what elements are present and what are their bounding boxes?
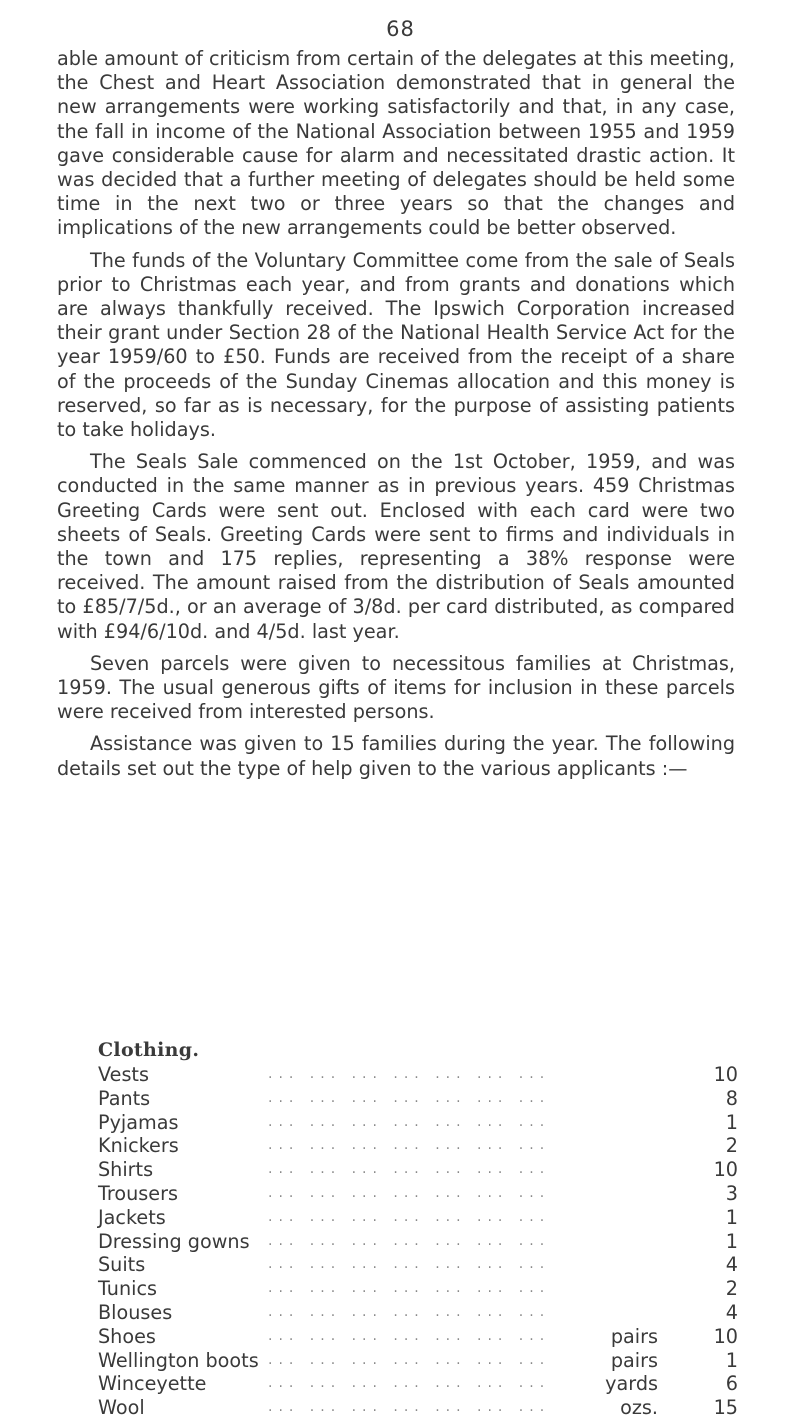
item-quantity: 1 [725, 1205, 738, 1229]
item-quantity: 2 [725, 1134, 738, 1158]
list-item [98, 1372, 738, 1396]
leader-dots: ... ... ... ... ... ... ... [268, 1280, 551, 1297]
item-name: Knickers [98, 1134, 185, 1158]
item-quantity: 1 [725, 1229, 738, 1253]
item-unit: pairs [607, 1349, 658, 1373]
list-item [98, 1253, 738, 1277]
item-quantity: 4 [725, 1300, 738, 1324]
item-name: Pyjamas [98, 1111, 184, 1135]
item-name: Jackets [98, 1206, 172, 1230]
list-item [98, 1230, 738, 1254]
list-item [98, 1301, 738, 1325]
item-quantity: 4 [725, 1253, 738, 1277]
item-quantity: 6 [725, 1372, 738, 1396]
list-item [98, 1134, 738, 1158]
item-name: Wool [98, 1396, 151, 1420]
leader-dots: ... ... ... ... ... ... ... [268, 1137, 551, 1154]
item-name: Winceyette [98, 1372, 212, 1396]
paragraph: The Seals Sale commenced on the 1st October, 1959, and was conducted in the same manner as in previous years. 459 Christmas Greeting Cards were sent out. Enclosed with each card were two sheets of Seals. Greeting Cards were sent to firms and individuals in the town and 175 replies, representing a 38% response were received. The amount raised from the distribution of Seals amounted to £85/7/5d., or an average of 3/8d. per card distributed, as compared with £94/6/10d. and 4/5d. last year. [57, 450, 735, 643]
item-quantity: 10 [713, 1324, 738, 1348]
leader-dots: ... ... ... ... ... ... ... [268, 1375, 551, 1392]
item-name: Shirts [98, 1158, 159, 1182]
leader-dots: ... ... ... ... ... ... ... [268, 1232, 551, 1249]
leader-dots: ... ... ... ... ... ... ... [268, 1184, 551, 1201]
list-item [98, 1396, 738, 1420]
item-quantity: 3 [725, 1181, 738, 1205]
paragraph: Assistance was given to 15 families during the year. The following details set out the type of help given to the various applicants :— [57, 732, 735, 780]
list-item [98, 1206, 738, 1230]
body-text [57, 47, 735, 781]
item-quantity: 2 [725, 1277, 738, 1301]
leader-dots: ... ... ... ... ... ... ... [268, 1303, 551, 1320]
item-quantity: 8 [725, 1086, 738, 1110]
leader-dots: ... ... ... ... ... ... ... [268, 1066, 551, 1082]
paragraph: Seven parcels were given to necessitous families at Christmas, 1959. The usual generous gifts of items for inclusion in these parcels were received from interested persons. [57, 651, 735, 724]
leader-dots: ... ... ... ... ... ... ... [268, 1161, 551, 1178]
item-name: Shoes [98, 1325, 162, 1349]
item-name: Wellington boots [98, 1349, 265, 1373]
leader-dots: ... ... ... ... ... ... ... [268, 1351, 551, 1368]
item-name: Tunics [98, 1277, 163, 1301]
item-quantity: 10 [713, 1063, 738, 1086]
item-unit: yards [601, 1372, 658, 1396]
item-quantity: 10 [713, 1158, 738, 1182]
leader-dots: ... ... ... ... ... ... ... [268, 1113, 551, 1130]
item-name: Vests [98, 1063, 155, 1087]
item-name: Dressing gowns [98, 1230, 256, 1254]
list-item [98, 1325, 738, 1349]
list-item [98, 1349, 738, 1373]
leader-dots: ... ... ... ... ... ... ... [268, 1208, 551, 1225]
item-quantity: 15 [713, 1396, 738, 1420]
list-item [98, 1087, 738, 1111]
item-quantity: 1 [725, 1348, 738, 1372]
leader-dots: ... ... ... ... ... ... ... [268, 1256, 551, 1273]
leader-dots: ... ... ... ... ... ... ... [268, 1089, 551, 1106]
item-unit: ozs. [616, 1396, 658, 1420]
item-name: Pants [98, 1087, 156, 1111]
item-unit: pairs [607, 1325, 658, 1349]
list-item [98, 1158, 738, 1182]
list-item [98, 1277, 738, 1301]
list-item [98, 1063, 738, 1087]
item-name: Trousers [98, 1182, 184, 1206]
item-name: Blouses [98, 1301, 178, 1325]
paragraph: able amount of criticism from certain of the delegates at this meeting, the Chest and Heart Association demonstrated that in general the new arrangements were working satisfactorily and that, in any case, the fall in income of the National Association between 1955 and 1959 gave considerable cause for alarm and necessitated drastic action. It was decided that a further meeting of delegates should be held some time in the next two or three years so that the changes and implications of the new arrangements could be better observed. [57, 47, 735, 240]
list-item [98, 1182, 738, 1206]
list-item [98, 1111, 738, 1135]
item-quantity: 1 [725, 1110, 738, 1134]
leader-dots: ... ... ... ... ... ... ... [268, 1399, 551, 1416]
leader-dots: ... ... ... ... ... ... ... [268, 1327, 551, 1344]
clothing-heading: Clothing. [98, 1039, 200, 1061]
paragraph: The funds of the Voluntary Committee come from the sale of Seals prior to Christmas each year, and from grants and donations which are always thankfully received. The Ipswich Corporation increased their grant under Section 28 of the National Health Service Act for the year 1959/60 to £50. Funds are received from the receipt of a share of the proceeds of the Sunday Cinemas allocation and this money is reserved, so far as is necessary, for the purpose of assisting patients to take holidays. [57, 248, 735, 442]
page-number: 68 [386, 17, 415, 41]
item-name: Suits [98, 1253, 151, 1277]
clothing-list [98, 1038, 738, 1420]
